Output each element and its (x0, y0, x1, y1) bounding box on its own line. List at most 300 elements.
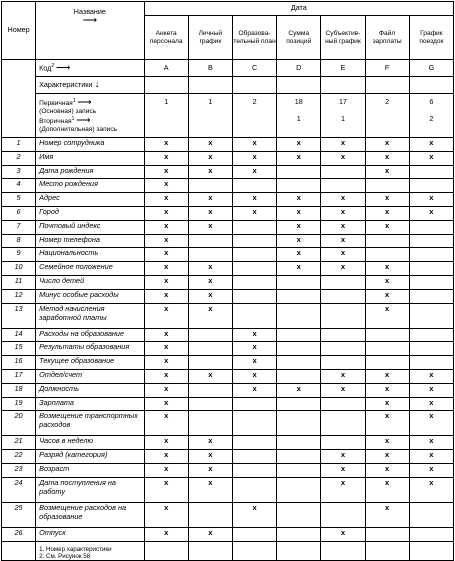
mark-cell: x (232, 356, 276, 370)
mark-cell (365, 527, 409, 541)
mark-cell: x (232, 193, 276, 207)
row-number: 12 (2, 289, 36, 303)
row-name: Возмещение расходов на образование (36, 502, 144, 527)
row-number: 9 (2, 248, 36, 262)
mark-cell: x (144, 303, 188, 328)
characteristics-blank-cell (144, 77, 188, 94)
arrow-right-icon: ⟶ (77, 97, 92, 109)
row-number: 24 (2, 477, 36, 502)
table-row (2, 463, 454, 477)
row-name: Расходы на образование (36, 328, 144, 342)
mark-cell (277, 275, 321, 289)
mark-cell: x (321, 477, 365, 502)
mark-cell: x (144, 138, 188, 152)
row-name: Часов в неделю (36, 436, 144, 450)
mark-cell: x (144, 165, 188, 179)
table-row (2, 151, 454, 165)
primary-value: 1 (164, 97, 169, 106)
mark-cell (409, 248, 453, 262)
row-number: 1 (2, 138, 36, 152)
table-row (2, 356, 454, 370)
record-cell (144, 94, 188, 138)
mark-cell (409, 179, 453, 193)
row-number: 15 (2, 342, 36, 356)
mark-cell: x (144, 502, 188, 527)
primary-value: 1 (208, 97, 213, 106)
mark-cell (321, 289, 365, 303)
secondary-value (145, 106, 188, 115)
table-row (2, 206, 454, 220)
mark-cell (232, 477, 276, 502)
mark-cell: x (188, 303, 232, 328)
characteristics-blank-cell (409, 77, 453, 94)
table-row (2, 397, 454, 411)
mark-cell (277, 502, 321, 527)
row-name: Минус особые расходы (36, 289, 144, 303)
mark-cell: x (365, 477, 409, 502)
characteristics-blank-cell (365, 77, 409, 94)
mark-cell: x (409, 463, 453, 477)
row-number: 11 (2, 275, 36, 289)
mark-cell: x (321, 151, 365, 165)
mark-cell: x (409, 206, 453, 220)
primary-value: 2 (385, 97, 390, 106)
mark-cell (409, 275, 453, 289)
mark-cell: x (365, 165, 409, 179)
mark-cell: x (365, 436, 409, 450)
mark-cell (409, 527, 453, 541)
mark-cell: x (277, 248, 321, 262)
row-number: 14 (2, 328, 36, 342)
mark-cell: x (188, 275, 232, 289)
mark-cell: x (409, 193, 453, 207)
mark-cell: x (232, 165, 276, 179)
characteristics-label: Характеристики ↓ (36, 77, 144, 94)
mark-cell (365, 179, 409, 193)
mark-cell (232, 262, 276, 276)
characteristics-table (1, 1, 454, 561)
primary-value: 2 (252, 97, 257, 106)
row-name: Город (36, 206, 144, 220)
secondary-value (366, 106, 409, 115)
row-number: 25 (2, 502, 36, 527)
row-number: 16 (2, 356, 36, 370)
column-code: E (321, 60, 365, 77)
mark-cell (277, 477, 321, 502)
mark-cell: x (321, 383, 365, 397)
column-code: C (232, 60, 276, 77)
row-name: Семейное положение (36, 262, 144, 276)
mark-cell: x (409, 369, 453, 383)
mark-cell: x (277, 193, 321, 207)
mark-cell: x (232, 151, 276, 165)
record-cell (409, 94, 453, 138)
characteristics-blank-cell (277, 77, 321, 94)
mark-cell: x (365, 383, 409, 397)
table-row (2, 502, 454, 527)
mark-cell (188, 356, 232, 370)
mark-cell: x (144, 193, 188, 207)
row-number: 2 (2, 151, 36, 165)
mark-cell (232, 234, 276, 248)
record-cell (321, 94, 365, 138)
mark-cell (321, 502, 365, 527)
mark-cell: x (409, 411, 453, 436)
mark-cell (409, 220, 453, 234)
mark-cell: x (144, 436, 188, 450)
characteristics-blank-cell (321, 77, 365, 94)
header-nazvanie: Название ⟶ (36, 2, 144, 60)
mark-cell: x (144, 248, 188, 262)
column-code: B (188, 60, 232, 77)
row-name: Метод начисления заработной платы (36, 303, 144, 328)
mark-cell: x (365, 397, 409, 411)
mark-cell: x (365, 262, 409, 276)
row-number: 7 (2, 220, 36, 234)
table-row (2, 436, 454, 450)
record-cell (365, 94, 409, 138)
mark-cell: x (409, 477, 453, 502)
row-number: 3 (2, 165, 36, 179)
mark-cell: x (188, 289, 232, 303)
mark-cell: x (365, 138, 409, 152)
column-title: Образова-тельный план (232, 16, 276, 60)
arrow-down-icon: ↓ (94, 79, 100, 90)
row-name: Дата поступления на работу (36, 477, 144, 502)
mark-cell: x (188, 436, 232, 450)
mark-cell (188, 248, 232, 262)
mark-cell: x (144, 450, 188, 464)
mark-cell (232, 527, 276, 541)
row-number: 20 (2, 411, 36, 436)
mark-cell: x (232, 383, 276, 397)
row-number: 23 (2, 463, 36, 477)
record-cell (188, 94, 232, 138)
mark-cell (232, 411, 276, 436)
mark-cell (188, 397, 232, 411)
mark-cell: x (365, 463, 409, 477)
table-row (2, 138, 454, 152)
mark-cell (188, 383, 232, 397)
mark-cell: x (144, 220, 188, 234)
mark-cell (188, 179, 232, 193)
primary-value: 17 (338, 97, 347, 106)
mark-cell (365, 328, 409, 342)
table-row (2, 248, 454, 262)
row-number: 5 (2, 193, 36, 207)
mark-cell: x (365, 411, 409, 436)
mark-cell: x (365, 502, 409, 527)
mark-cell (409, 342, 453, 356)
mark-cell (277, 356, 321, 370)
row-number: 13 (2, 303, 36, 328)
mark-cell (365, 342, 409, 356)
mark-cell: x (365, 220, 409, 234)
column-code: D (277, 60, 321, 77)
mark-cell (277, 463, 321, 477)
mark-cell (188, 234, 232, 248)
mark-cell: x (232, 369, 276, 383)
arrow-right-icon: ⟶ (82, 15, 98, 27)
mark-cell: x (321, 248, 365, 262)
mark-cell (277, 328, 321, 342)
mark-cell: x (144, 179, 188, 193)
mark-cell: x (144, 151, 188, 165)
mark-cell (409, 303, 453, 328)
mark-cell: x (188, 206, 232, 220)
mark-cell (277, 527, 321, 541)
footnote-text: 2. См. Рисунок 58 (39, 552, 91, 560)
mark-cell: x (365, 275, 409, 289)
row-name: Число детей (36, 275, 144, 289)
row-number: 22 (2, 450, 36, 464)
table-row (2, 411, 454, 436)
row-name: Разряд (категория) (36, 450, 144, 464)
mark-cell (277, 342, 321, 356)
column-title: Сумма позиций (277, 16, 321, 60)
table-row (2, 234, 454, 248)
mark-cell (321, 303, 365, 328)
table-row (2, 262, 454, 276)
row-name: Номер телефона (36, 234, 144, 248)
row-name: Зарплата (36, 397, 144, 411)
mark-cell (409, 502, 453, 527)
mark-cell (232, 275, 276, 289)
mark-cell: x (144, 206, 188, 220)
mark-cell: x (188, 165, 232, 179)
mark-cell (232, 179, 276, 193)
mark-cell (277, 369, 321, 383)
table-row (2, 275, 454, 289)
row-name: Номер сотрудника (36, 138, 144, 152)
mark-cell: x (144, 477, 188, 502)
mark-cell (232, 397, 276, 411)
row-number: 10 (2, 262, 36, 276)
mark-cell: x (321, 220, 365, 234)
mark-cell (188, 411, 232, 436)
mark-cell: x (188, 369, 232, 383)
mark-cell: x (232, 502, 276, 527)
row-name: Почтовый индекс (36, 220, 144, 234)
mark-cell: x (321, 262, 365, 276)
mark-cell: x (409, 397, 453, 411)
row-number: 8 (2, 234, 36, 248)
mark-cell (409, 356, 453, 370)
mark-cell (232, 248, 276, 262)
primary-value: 6 (429, 97, 434, 106)
column-title: Анкета персонала (144, 16, 188, 60)
mark-cell: x (277, 151, 321, 165)
mark-cell (232, 303, 276, 328)
table-row (2, 383, 454, 397)
mark-cell (277, 303, 321, 328)
mark-cell: x (232, 206, 276, 220)
mark-cell: x (144, 527, 188, 541)
mark-cell: x (188, 463, 232, 477)
arrow-right-icon: ⟶ (56, 62, 71, 74)
mark-cell (188, 342, 232, 356)
column-title: Субъектив-ный график (321, 16, 365, 60)
mark-cell: x (144, 262, 188, 276)
row-number: 21 (2, 436, 36, 450)
mark-cell: x (409, 450, 453, 464)
mark-cell: x (144, 328, 188, 342)
mark-cell (188, 328, 232, 342)
mark-cell (321, 436, 365, 450)
mark-cell: x (188, 138, 232, 152)
mark-cell (321, 165, 365, 179)
mark-cell (277, 165, 321, 179)
mark-cell: x (144, 411, 188, 436)
mark-cell: x (321, 193, 365, 207)
mark-cell (409, 262, 453, 276)
header-data: Дата (144, 2, 453, 16)
row-number: 6 (2, 206, 36, 220)
mark-cell: x (277, 138, 321, 152)
table-row (2, 303, 454, 328)
mark-cell (232, 436, 276, 450)
table-row (2, 450, 454, 464)
mark-cell: x (232, 342, 276, 356)
mark-cell (321, 275, 365, 289)
mark-cell: x (409, 383, 453, 397)
mark-cell (232, 463, 276, 477)
mark-cell (232, 220, 276, 234)
mark-cell: x (277, 383, 321, 397)
table-row (2, 220, 454, 234)
table-row (2, 193, 454, 207)
mark-cell (409, 165, 453, 179)
mark-cell: x (144, 234, 188, 248)
mark-cell (321, 397, 365, 411)
row-name: Отдел/счет (36, 369, 144, 383)
mark-cell: x (144, 397, 188, 411)
secondary-value: 1 (340, 114, 345, 124)
mark-cell (321, 179, 365, 193)
code-label: Код$^2$ ⟶ (36, 60, 144, 77)
mark-cell: x (144, 342, 188, 356)
record-cell (232, 94, 276, 138)
mark-cell: x (188, 151, 232, 165)
row-name: Адрес (36, 193, 144, 207)
mark-cell (277, 179, 321, 193)
mark-cell (365, 234, 409, 248)
mark-cell (232, 450, 276, 464)
arrow-right-icon: ⟶ (76, 114, 91, 126)
table-row (2, 477, 454, 502)
mark-cell: x (277, 262, 321, 276)
row-name: Должность (36, 383, 144, 397)
column-title: График поездок (409, 16, 453, 60)
mark-cell: x (365, 303, 409, 328)
column-code: F (365, 60, 409, 77)
mark-cell: x (365, 450, 409, 464)
table-row (2, 342, 454, 356)
mark-cell: x (321, 369, 365, 383)
row-name: Место рождения (36, 179, 144, 193)
mark-cell (409, 289, 453, 303)
mark-cell: x (321, 463, 365, 477)
mark-cell (277, 436, 321, 450)
mark-cell: x (365, 151, 409, 165)
mark-cell (321, 342, 365, 356)
column-code: G (409, 60, 453, 77)
mark-cell: x (409, 436, 453, 450)
column-code: A (144, 60, 188, 77)
mark-cell: x (365, 193, 409, 207)
row-name: Дата рождения (36, 165, 144, 179)
mark-cell: x (277, 234, 321, 248)
mark-cell (321, 411, 365, 436)
mark-cell: x (321, 234, 365, 248)
secondary-value (233, 106, 276, 115)
mark-cell: x (365, 369, 409, 383)
row-name: Текущее образование (36, 356, 144, 370)
mark-cell: x (188, 220, 232, 234)
column-title: Личный график (188, 16, 232, 60)
mark-cell (321, 328, 365, 342)
primary-value: 18 (294, 97, 303, 106)
mark-cell: x (232, 328, 276, 342)
mark-cell: x (188, 477, 232, 502)
mark-cell: x (188, 527, 232, 541)
record-cell (277, 94, 321, 138)
mark-cell: x (365, 206, 409, 220)
mark-cell: x (232, 138, 276, 152)
mark-cell (277, 397, 321, 411)
row-number: 19 (2, 397, 36, 411)
row-name: Возмещение транспортных расходов (36, 411, 144, 436)
mark-cell: x (144, 369, 188, 383)
table-row (2, 165, 454, 179)
table-row (2, 328, 454, 342)
mark-cell (365, 356, 409, 370)
mark-cell: x (144, 275, 188, 289)
mark-cell (232, 289, 276, 303)
mark-cell (409, 234, 453, 248)
mark-cell: x (277, 206, 321, 220)
characteristics-blank-cell (188, 77, 232, 94)
secondary-value: 2 (429, 114, 434, 124)
mark-cell (365, 248, 409, 262)
row-name: Возраст (36, 463, 144, 477)
mark-cell: x (321, 450, 365, 464)
table-row (2, 289, 454, 303)
mark-cell: x (321, 206, 365, 220)
table-row (2, 369, 454, 383)
mark-cell: x (409, 151, 453, 165)
mark-cell: x (321, 138, 365, 152)
mark-cell: x (144, 289, 188, 303)
row-number: 4 (2, 179, 36, 193)
mark-cell: x (144, 356, 188, 370)
table-row (2, 179, 454, 193)
mark-cell: x (144, 463, 188, 477)
mark-cell (321, 356, 365, 370)
row-number: 18 (2, 383, 36, 397)
mark-cell: x (188, 450, 232, 464)
row-name: Результаты образования (36, 342, 144, 356)
row-name: Национальность (36, 248, 144, 262)
mark-cell (188, 502, 232, 527)
column-title: Файл зарплаты (365, 16, 409, 60)
mark-cell (409, 328, 453, 342)
row-name: Отпуск (36, 527, 144, 541)
table-row (2, 527, 454, 541)
secondary-value (189, 106, 232, 115)
mark-cell: x (321, 527, 365, 541)
mark-cell (277, 411, 321, 436)
